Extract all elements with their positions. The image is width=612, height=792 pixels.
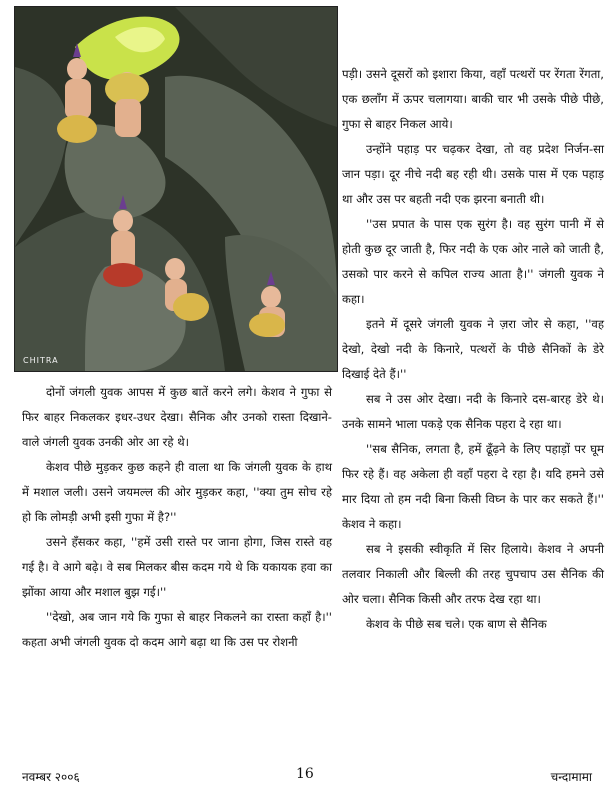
left-text-column [22,380,332,655]
paragraph: केशव के पीछे सब चले। एक बाण से सैनिक [366,617,547,631]
cave-climbers-picture [15,7,337,371]
paragraph: उसने हँसकर कहा, ''हमें उसी रास्ते पर जाना होगा, जिस रास्ते वह गई है। वे आगे बढ़े। वे सब मिलकर बीस कदम गये थे कि यकायक हवा का झोंका आया और मशाल बुझ गई।'' [22,535,332,599]
magazine-name: चन्दामामा [550,770,592,784]
page-footer [0,768,612,788]
right-text-column [342,62,604,637]
illustration-credit: CHITRA [23,356,59,365]
story-illustration [14,6,338,372]
page-number: 16 [296,766,314,782]
paragraph: पड़ी। उसने दूसरों को इशारा किया, वहाँ पत्थरों पर रेंगता रेंगता, एक छलाँग में ऊपर चलागया। बाकी चार भी उसके पीछे पीछे, गुफा से बाहर निकल आये। [342,67,604,131]
paragraph: सब ने उस ओर देखा। नदी के किनारे दस-बारह डेरे थे। उनके सामने भाला पकड़े एक सैनिक पहरा दे रहा था। [342,392,604,431]
issue-date: नवम्बर २००६ [22,770,80,784]
paragraph: इतने में दूसरे जंगली युवक ने ज़रा जोर से कहा, ''वह देखो, देखो नदी के किनारे, पत्थरों के पीछे सैनिकों के डेरे दिखाई देते हैं।'' [342,317,604,381]
paragraph: सब ने इसकी स्वीकृति में सिर हिलाये। केशव ने अपनी तलवार निकाली और बिल्ली की तरह चुपचाप उस सैनिक की ओर चला। सैनिक किसी और तरफ देख रहा था। [342,542,604,606]
paragraph: ''देखो, अब जान गये कि गुफा से बाहर निकलने का रास्ता कहाँ है।'' कहता अभी जंगली युवक दो कदम आगे बढ़ा था कि उस पर रोशनी [22,610,332,649]
paragraph: ''सब सैनिक, लगता है, हमें ढूँढ़ने के लिए पहाड़ों पर घूम फिर रहे हैं। वह अकेला ही वहाँ पहरा दे रहा है। यदि हमने उसे मार दिया तो हम नदी बिना किसी विघ्न के पार कर सकते हैं।'' केशव ने कहा। [342,442,604,531]
paragraph: उन्होंने पहाड़ पर चढ़कर देखा, तो वह प्रदेश निर्जन-सा जान पड़ा। दूर नीचे नदी बह रही थी। उसके पास में एक पहाड़ था और उस पर बहती नदी एक झरना बनाती थी। [342,142,604,206]
paragraph: ''उस प्रपात के पास एक सुरंग है। वह सुरंग पानी में से होती कुछ दूर जाती है, फिर नदी के एक ओर नाले को जाती है, उसको पार करने से कपिल राज्य आता है।'' जंगली युवक ने कहा। [342,217,604,306]
paragraph: दोनों जंगली युवक आपस में कुछ बातें करने लगे। केशव ने गुफा से फिर बाहर निकलकर इधर-उधर देखा। सैनिक और उनको रास्ता दिखाने-वाले जंगली युवक उनकी ओर आ रहे थे। [22,385,332,449]
paragraph: केशव पीछे मुड़कर कुछ कहने ही वाला था कि जंगली युवक के हाथ में मशाल जली। उसने जयमल्ल की ओर मुड़कर कहा, ''क्या तुम सोच रहे हो कि लोमड़ी अभी इसी गुफा में है?'' [22,460,332,524]
